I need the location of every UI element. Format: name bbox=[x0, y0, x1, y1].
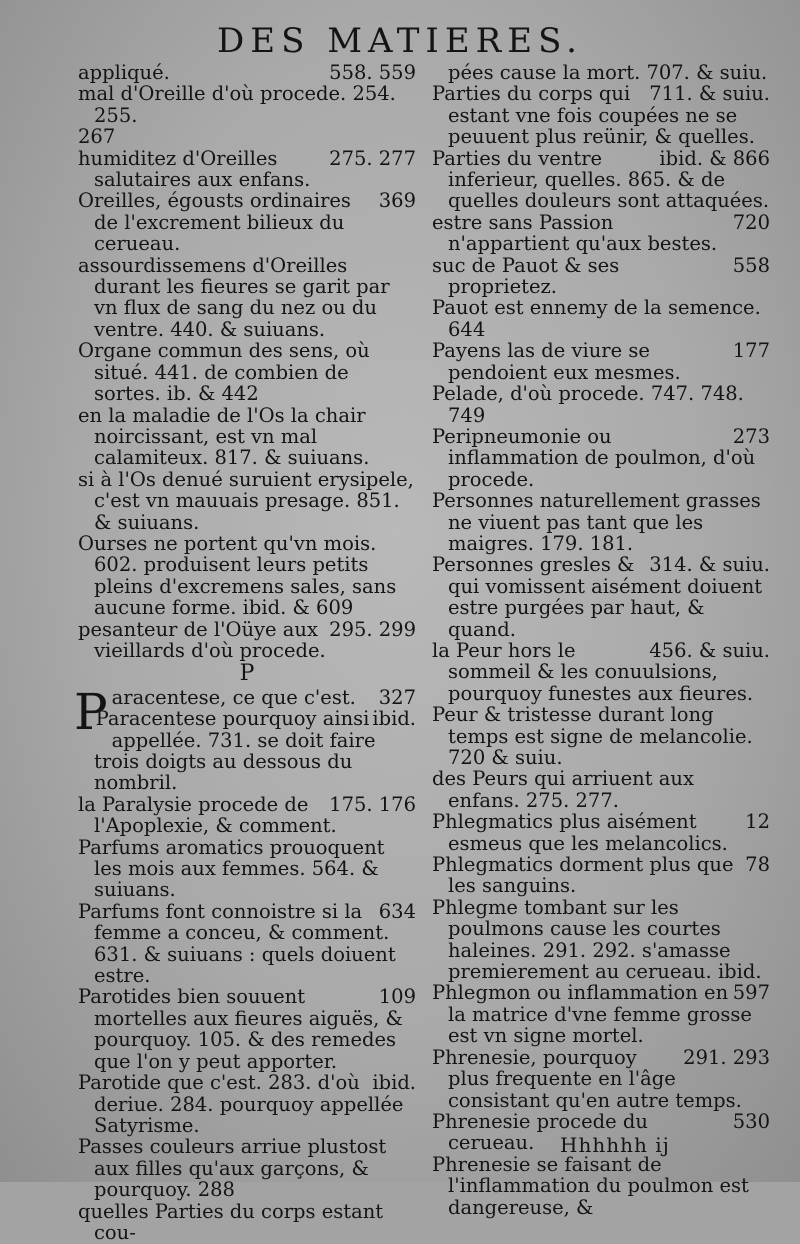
index-entry bbox=[78, 148, 416, 191]
index-entry bbox=[432, 1047, 770, 1111]
index-entry bbox=[432, 212, 770, 255]
entry-text: Personnes gresles & qui vomissent aisément doiuent estre purgées par haut, & quand. bbox=[432, 553, 763, 641]
entry-text: Phlegmatics plus aisément esmeus que les melancolics. bbox=[432, 810, 728, 855]
index-entry bbox=[78, 986, 416, 1072]
entry-text: la Paralysie procede de l'Apoplexie, & comment. bbox=[78, 792, 337, 838]
index-entry bbox=[78, 1201, 416, 1244]
index-entry bbox=[432, 811, 770, 854]
page-reference: 597 bbox=[732, 981, 770, 1005]
index-entry bbox=[78, 126, 416, 147]
index-entry bbox=[432, 426, 770, 490]
index-entry bbox=[78, 1136, 416, 1200]
entry-text: suc de Pauot & ses proprietez. bbox=[432, 253, 620, 299]
right-column bbox=[432, 62, 770, 1218]
index-entry bbox=[432, 768, 770, 811]
page-reference: 109 bbox=[378, 985, 416, 1009]
page-reference: ibid. & 866 bbox=[659, 146, 770, 170]
index-entry bbox=[432, 897, 770, 983]
entry-text: Passes couleurs arriue plustost aux filles qu'aux garçons, & pourquoy. 288 bbox=[78, 1135, 387, 1202]
index-entry bbox=[78, 533, 416, 619]
index-entry bbox=[78, 901, 416, 987]
entry-text: Phlegmatics dorment plus que les sanguins. bbox=[432, 853, 734, 898]
entry-text: Phrenesie se faisant de l'inflammation du poulmon est dangereuse, & bbox=[432, 1152, 749, 1219]
entry-text: Pelade, d'où procede. 747. 748. 749 bbox=[432, 382, 744, 427]
page-reference: 456. & suiu. bbox=[649, 638, 770, 662]
index-entry bbox=[78, 794, 416, 837]
entry-text: en la maladie de l'Os la chair noircissant, est vn mal calamiteux. 817. & suiuans. bbox=[78, 403, 370, 470]
index-entry bbox=[432, 148, 770, 212]
index-entry bbox=[78, 837, 416, 901]
index-entry bbox=[432, 340, 770, 383]
entry-text: Phrenesie, pourquoy plus frequente en l'âge consistant qu'en autre temps. bbox=[432, 1045, 742, 1112]
index-entry bbox=[432, 490, 770, 554]
drop-cap-letter: P bbox=[74, 682, 108, 741]
index-entry bbox=[78, 619, 416, 662]
page-reference: 175. 176 bbox=[329, 792, 416, 816]
index-entry bbox=[78, 190, 416, 254]
index-entry bbox=[78, 255, 416, 341]
page-reference: 369 bbox=[378, 189, 416, 213]
index-entry bbox=[432, 554, 770, 640]
page-reference: 291. 293 bbox=[683, 1045, 770, 1069]
entry-text: Personnes naturellement grasses ne viuent pas tant que les maigres. 179. 181. bbox=[432, 489, 761, 555]
page-reference: 78 bbox=[745, 853, 770, 877]
entry-text: estre sans Passion n'appartient qu'aux bestes. bbox=[432, 210, 718, 256]
index-entry bbox=[432, 255, 770, 298]
entry-text: humiditez d'Oreilles salutaires aux enfans. bbox=[78, 146, 311, 192]
entry-text: Oreilles, égousts ordinaires de l'excrement bilieux du cerueau. bbox=[78, 189, 351, 256]
page-reference: 327 bbox=[378, 685, 416, 709]
page-reference: ibid. bbox=[372, 1071, 416, 1095]
index-entry bbox=[432, 982, 770, 1046]
index-entry bbox=[78, 340, 416, 404]
entry-text: des Peurs qui arriuent aux enfans. 275. 277. bbox=[432, 767, 694, 812]
index-entry bbox=[432, 704, 770, 768]
entry-text: aracentese, ce que c'est. bbox=[111, 685, 356, 709]
page-reference: 275. 277 bbox=[329, 146, 416, 170]
page-reference: 295. 299 bbox=[329, 617, 416, 641]
signature-mark: Hhhhhh ij bbox=[560, 1133, 670, 1157]
entry-text: Peripneumonie ou inflammation de poulmon, d'où procede. bbox=[432, 424, 756, 491]
entry-text: si à l'Os denué suruient erysipele, c'est vn mauuais presage. 851. & suiuans. bbox=[78, 467, 414, 534]
entry-text: Parfums font connoistre si la femme a conceu, & comment. 631. & suiuans : quels doiuent estre. bbox=[78, 899, 396, 988]
index-entry bbox=[78, 1072, 416, 1136]
index-entry bbox=[432, 854, 770, 897]
entry-text: Parotides bien souuent mortelles aux fieures aiguës, & pourquoy. 105. & des remedes que l'on y peut apporter. bbox=[78, 985, 403, 1073]
page-reference: 177 bbox=[732, 339, 770, 363]
index-entry bbox=[432, 1154, 770, 1218]
entry-text: pesanteur de l'Oüye aux vieillards d'où procede. bbox=[78, 617, 326, 662]
page-header: DES MATIERES. bbox=[217, 21, 583, 61]
page-reference: 530 bbox=[732, 1109, 770, 1133]
entry-text: Phrenesie procede du cerueau. bbox=[432, 1109, 648, 1155]
entry-text: 267 bbox=[78, 125, 116, 149]
index-entry bbox=[78, 405, 416, 469]
index-entry bbox=[432, 640, 770, 704]
index-entry bbox=[78, 62, 416, 83]
entry-text: Phlegme tombant sur les poulmons cause les courtes haleines. 291. 292. s'amasse premierement au cerueau. ibid. bbox=[432, 895, 762, 984]
entry-text: Parotide que c'est. 283. d'où deriue. 284. pourquoy appellée Satyrisme. bbox=[78, 1071, 404, 1137]
entry-text: Peur & tristesse durant long temps est signe de melancolie. 720 & suiu. bbox=[432, 703, 753, 769]
entry-text: Paracentese pourquoy ainsi appellée. 731. se doit faire trois doigts au dessous du nombril. bbox=[94, 707, 376, 795]
page-reference: 558 bbox=[732, 253, 770, 277]
page-reference: 273 bbox=[732, 424, 770, 448]
index-entry bbox=[432, 297, 770, 340]
page-reference: ibid. bbox=[372, 707, 416, 731]
page-reference: 711. & suiu. bbox=[649, 82, 770, 106]
section-letter: P bbox=[239, 661, 255, 687]
entry-text: assourdissemens d'Oreilles durant les fieures se garit par vn flux de sang du nez ou du ventre. 440. & suiuans. bbox=[78, 253, 390, 341]
entry-text: appliqué. bbox=[78, 61, 170, 84]
index-entry bbox=[78, 83, 416, 126]
entry-text: Parfums aromatics prouoquent les mois aux femmes. 564. & suiuans. bbox=[78, 835, 385, 902]
index-entry bbox=[78, 469, 416, 533]
entry-text: Ourses ne portent qu'vn mois. 602. produisent leurs petits pleins d'excremens sales, sans aucune forme. ibid. & 609 bbox=[78, 531, 397, 620]
page-reference: 720 bbox=[732, 210, 770, 234]
left-column bbox=[74, 61, 416, 1244]
entry-text: Parties du corps qui estant vne fois coupées ne se peuuent plus reünir, & quelles. bbox=[432, 82, 755, 149]
index-entry bbox=[432, 383, 770, 426]
page-reference: 634 bbox=[378, 899, 416, 923]
entry-text: Phlegmon ou inflammation en la matrice d'vne femme grosse est vn signe mortel. bbox=[432, 981, 752, 1048]
entry-text: la Peur hors le sommeil & les conuulsions, pourquoy funestes aux fieures. bbox=[432, 638, 754, 705]
entry-text: Payens las de viure se pendoient eux mesmes. bbox=[432, 339, 681, 384]
entry-text: mal d'Oreille d'où procede. 254. 255. bbox=[78, 82, 396, 127]
entry-text: Pauot est ennemy de la semence. 644 bbox=[432, 296, 761, 341]
entry-text: Parties du ventre inferieur, quelles. 865. & de quelles douleurs sont attaquées. bbox=[432, 146, 770, 213]
entry-text: Organe commun des sens, où situé. 441. de combien de sortes. ib. & 442 bbox=[78, 339, 370, 406]
index-entry bbox=[432, 62, 770, 83]
page-reference: 314. & suiu. bbox=[649, 553, 770, 577]
index-entry bbox=[78, 708, 416, 794]
index-entry bbox=[432, 83, 770, 147]
entry-text: quelles Parties du corps estant cou- bbox=[78, 1199, 384, 1244]
page-reference: 558. 559 bbox=[329, 61, 416, 84]
page-reference: 12 bbox=[745, 810, 770, 834]
entry-text: pées cause la mort. 707. & suiu. bbox=[448, 61, 768, 84]
